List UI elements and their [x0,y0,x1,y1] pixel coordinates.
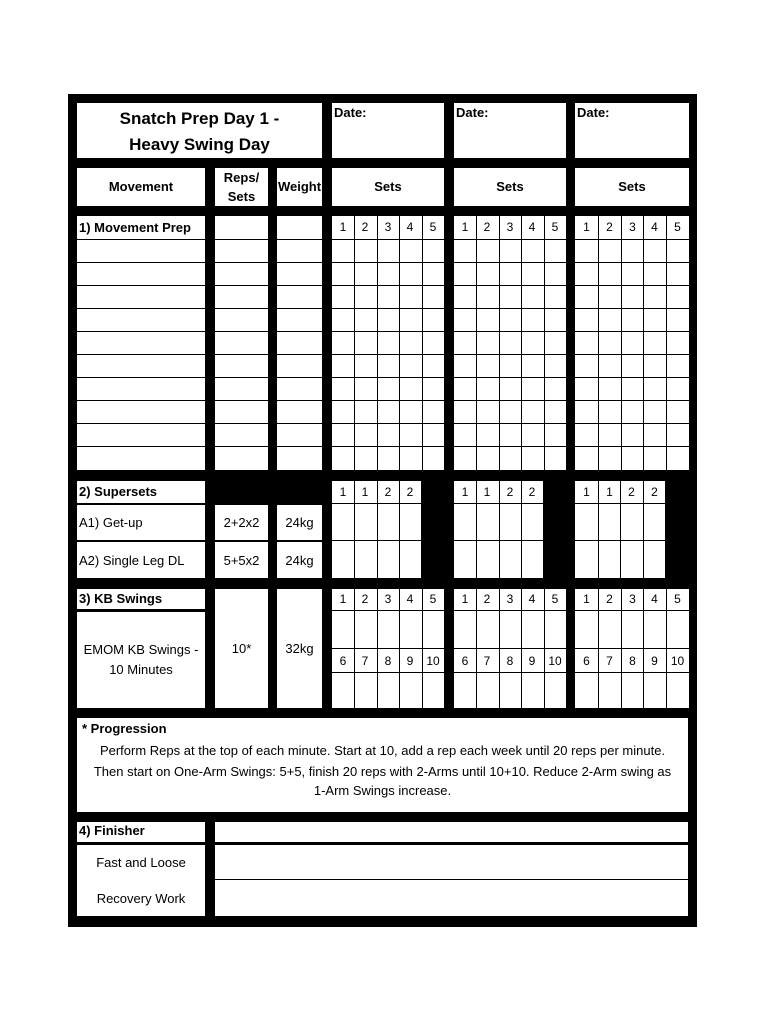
finisher-notes-row-1[interactable] [215,822,688,842]
column-divider [621,216,622,470]
row-divider [454,262,566,263]
set-number: 1 [461,592,469,606]
column-divider [643,589,644,708]
set-number: 9 [528,654,536,668]
row-divider [77,354,205,355]
column-divider [399,216,400,470]
row-divider [277,308,322,309]
section1-sets-grid-2 [454,216,566,470]
row-divider [277,400,322,401]
title-line-2: Heavy Swing Day [129,135,270,154]
progression-label: * Progression [82,721,167,736]
set-number: 2 [483,220,491,234]
row-divider [575,446,689,447]
date-label: Date: [334,105,367,120]
row-divider [77,285,205,286]
section2-movement: A2) Single Leg DL [79,553,185,568]
section2-reps: 2+2x2 [223,515,260,530]
column-divider [666,216,667,470]
row-divider [575,648,689,649]
column-divider [476,216,477,470]
header-weight-label: Weight [277,179,322,194]
column-divider [422,589,423,708]
set-number: 3 [506,592,514,606]
section2-weight: 24kg [285,553,314,568]
set-number: 2 [406,485,414,499]
row-divider [77,308,205,309]
set-number: 1 [483,485,491,499]
column-divider [521,589,522,708]
row-divider [332,377,444,378]
row-divider [454,239,566,240]
row-divider [332,285,444,286]
row-divider [332,446,444,447]
set-number: 6 [339,654,347,668]
finisher-notes-area[interactable] [215,845,688,916]
set-number: 7 [606,654,613,668]
column-divider [521,216,522,470]
progression-line1: Perform Reps at the top of each minute. Start at 10, add a rep each week until 20 reps per minute. [99,743,666,758]
set-number: 3 [506,220,514,234]
row-divider [332,672,444,673]
section3-label: 3) KB Swings [79,591,163,606]
row-divider [277,377,322,378]
row-divider [277,285,322,286]
column-divider [598,216,599,470]
column-divider [377,216,378,470]
row-divider [215,262,268,263]
row-divider [575,331,689,332]
section3-movement-line2: 10 Minutes [109,662,173,677]
set-number: 2 [528,485,536,499]
set-number: 5 [674,592,681,606]
row-divider [77,423,205,424]
row-divider [575,262,689,263]
row-divider [575,377,689,378]
column-divider [544,216,545,470]
row-divider [215,239,268,240]
set-number: 1 [583,485,590,499]
row-divider [454,610,566,611]
header-sets-label: Sets [374,179,402,194]
set-number: 3 [629,220,636,234]
set-number: 5 [674,220,681,234]
section2-weight: 24kg [285,515,314,530]
row-divider [575,239,689,240]
set-number: 4 [406,220,414,234]
set-number: 4 [651,220,658,234]
column-divider [499,589,500,708]
row-divider [215,423,268,424]
column-divider [476,589,477,708]
set-number: 3 [384,220,392,234]
column-divider [598,589,599,708]
row-divider [332,400,444,401]
row-divider [332,262,444,263]
row-divider [332,354,444,355]
set-number: 9 [406,654,414,668]
row-divider [575,400,689,401]
section1-reps-col [215,216,268,470]
column-divider [399,589,400,708]
row-divider [332,610,444,611]
set-number: 2 [506,485,514,499]
column-divider [544,589,545,708]
row-divider [454,446,566,447]
finisher-label: 4) Finisher [79,823,145,838]
finisher-line2: Recovery Work [96,891,186,906]
column-divider [354,216,355,470]
row-divider [215,879,688,880]
section2-label: 2) Supersets [79,484,158,499]
row-divider [215,446,268,447]
row-divider [332,423,444,424]
set-number: 9 [651,654,658,668]
section1-sets-grid-3 [575,216,689,470]
row-divider [215,308,268,309]
row-divider [77,331,205,332]
set-number: 1 [361,485,369,499]
row-divider [332,331,444,332]
set-number: 10 [670,654,685,668]
row-divider [277,354,322,355]
set-number: 2 [606,592,613,606]
set-number: 7 [361,654,369,668]
column-divider [377,589,378,708]
progression-line2: Then start on One-Arm Swings: 5+5, finish 20 reps with 2-Arms until 10+10. Reduce 2-Arm swing as [93,764,672,779]
row-divider [77,377,205,378]
section1-weight-col [277,216,322,470]
row-divider [215,285,268,286]
row-divider [215,377,268,378]
row-divider [575,285,689,286]
set-number: 1 [339,592,347,606]
row-divider [277,239,322,240]
set-number: 1 [339,220,347,234]
set-number: 8 [384,654,392,668]
row-divider [77,446,205,447]
set-number: 1 [461,220,469,234]
set-number: 1 [461,485,469,499]
date-label: Date: [577,105,610,120]
row-divider [277,262,322,263]
row-divider [454,377,566,378]
set-number: 2 [361,592,369,606]
row-divider [332,648,444,649]
set-number: 2 [361,220,369,234]
row-divider [454,285,566,286]
set-number: 8 [506,654,514,668]
section3-movement-line1: EMOM KB Swings - [83,642,199,657]
column-divider [643,216,644,470]
section3-reps-value: 10* [231,641,252,656]
row-divider [454,400,566,401]
set-number: 4 [528,220,536,234]
row-divider [332,239,444,240]
row-divider [454,648,566,649]
row-divider [575,308,689,309]
column-divider [621,589,622,708]
row-divider [215,400,268,401]
header-reps-line1: Reps/ [223,170,260,185]
title-line-1: Snatch Prep Day 1 - [119,109,280,128]
section2-reps: 5+5x2 [223,553,260,568]
set-number: 2 [628,485,635,499]
column-divider [354,589,355,708]
header-movement-label: Movement [108,179,174,194]
set-number: 2 [651,485,658,499]
set-number: 4 [528,592,536,606]
row-divider [575,672,689,673]
set-number: 5 [429,220,437,234]
section1-sets-grid-1 [332,216,444,470]
row-divider [454,672,566,673]
row-divider [277,446,322,447]
set-number: 3 [629,592,636,606]
set-number: 6 [461,654,469,668]
set-number: 5 [429,592,437,606]
section1-label: 1) Movement Prep [79,220,191,235]
set-number: 5 [551,592,559,606]
header-sets-label: Sets [496,179,524,194]
set-number: 2 [384,485,392,499]
section3-movement [77,612,205,708]
row-divider [454,354,566,355]
set-number: 4 [651,592,658,606]
section2-movement: A1) Get-up [79,515,143,530]
set-number: 1 [606,485,613,499]
set-number: 6 [583,654,590,668]
row-divider [77,400,205,401]
set-number: 2 [606,220,613,234]
section1-movement-col [77,216,205,470]
set-number: 3 [384,592,392,606]
row-divider [575,354,689,355]
header-reps-line2: Sets [227,189,256,204]
row-divider [454,308,566,309]
progression-line3: 1-Arm Swings increase. [313,783,452,798]
section3-weight-value: 32kg [285,641,314,656]
column-divider [422,216,423,470]
row-divider [454,331,566,332]
row-divider [277,423,322,424]
set-number: 1 [339,485,347,499]
set-number: 5 [551,220,559,234]
set-number: 4 [406,592,414,606]
row-divider [215,331,268,332]
set-number: 10 [426,654,440,668]
set-number: 2 [483,592,491,606]
finisher-line1: Fast and Loose [96,855,186,870]
set-number: 1 [583,220,590,234]
header-sets-label: Sets [618,179,646,194]
date-label: Date: [456,105,489,120]
set-number: 8 [629,654,636,668]
column-divider [666,589,667,708]
set-number: 1 [583,592,590,606]
row-divider [454,423,566,424]
column-divider [499,216,500,470]
row-divider [77,262,205,263]
row-divider [77,239,205,240]
row-divider [215,354,268,355]
set-number: 7 [483,654,491,668]
row-divider [277,331,322,332]
row-divider [332,308,444,309]
row-divider [575,423,689,424]
set-number: 10 [548,654,562,668]
row-divider [575,610,689,611]
